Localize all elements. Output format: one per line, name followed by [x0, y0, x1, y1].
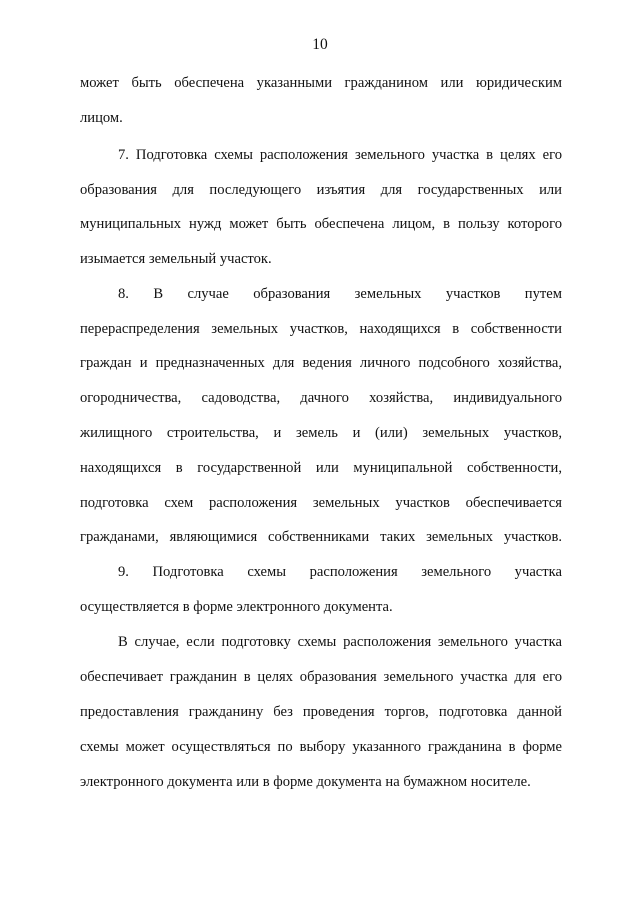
text-line: 9. Подготовка схемы расположения земельного участка: [118, 564, 562, 580]
page-number: 10: [312, 36, 328, 53]
text-line: огородничества, садоводства, дачного хозяйства, индивидуального: [80, 390, 562, 406]
text-line: обеспечивает гражданин в целях образования земельного участка для его: [80, 669, 562, 685]
text-line: предоставления гражданину без проведения торгов, подготовка данной: [80, 704, 562, 720]
text-line: может быть обеспечена указанными гражданином или юридическим: [80, 75, 562, 91]
text-line: изымается земельный участок.: [80, 251, 272, 267]
text-line: образования для последующего изъятия для государственных или: [80, 182, 562, 198]
text-line: находящихся в государственной или муниципальной собственности,: [80, 460, 562, 476]
text-line: муниципальных нужд может быть обеспечена лицом, в пользу которого: [80, 216, 562, 232]
text-line: 7. Подготовка схемы расположения земельного участка в целях его: [118, 147, 562, 163]
text-line: 8. В случае образования земельных участков путем: [118, 286, 562, 302]
text-line: перераспределения земельных участков, находящихся в собственности: [80, 321, 562, 337]
text-line: осуществляется в форме электронного документа.: [80, 599, 393, 615]
text-line: граждан и предназначенных для ведения личного подсобного хозяйства,: [80, 355, 562, 371]
text-line: гражданами, являющимися собственниками таких земельных участков.: [80, 529, 562, 545]
text-line: электронного документа или в форме документа на бумажном носителе.: [80, 774, 531, 790]
text-line: схемы может осуществляться по выбору указанного гражданина в форме: [80, 739, 562, 755]
text-line: жилищного строительства, и земель и (или) земельных участков,: [80, 425, 562, 441]
text-line: лицом.: [80, 110, 123, 126]
text-line: подготовка схем расположения земельных участков обеспечивается: [80, 495, 562, 511]
text-line: В случае, если подготовку схемы расположения земельного участка: [118, 634, 562, 650]
